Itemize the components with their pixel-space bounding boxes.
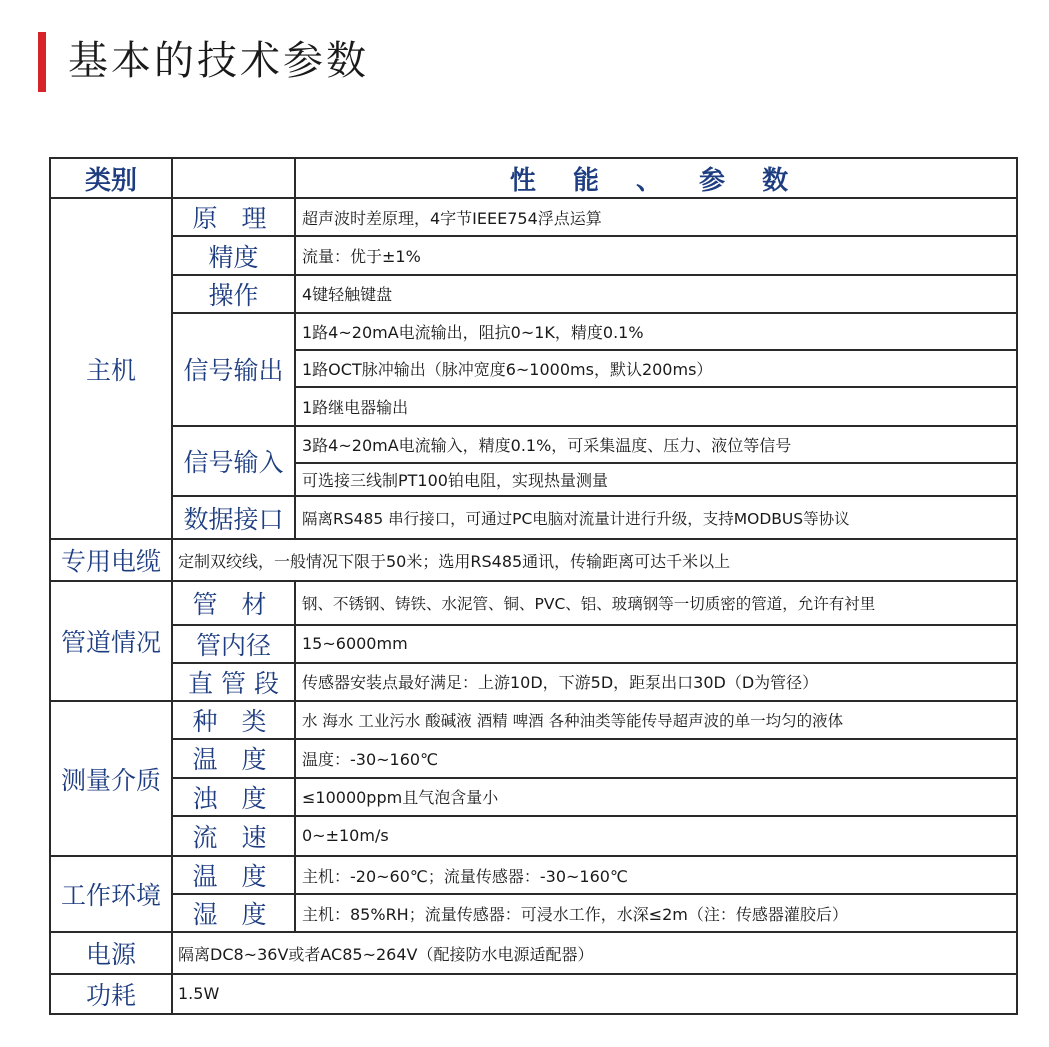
value-medium-type: 水 海水 工业污水 酸碱液 酒精 啤酒 各种油类等能传导超声波的单一均匀的液体 bbox=[295, 701, 1017, 739]
table-row bbox=[50, 894, 1017, 932]
value-cable: 定制双绞线，一般情况下限于50米；选用RS485通讯，传输距离可达千米以上 bbox=[172, 539, 1017, 581]
table-row bbox=[50, 701, 1017, 739]
table-row bbox=[50, 313, 1017, 350]
label-pipe-straight: 直 管 段 bbox=[172, 663, 295, 701]
value-consumption: 1.5W bbox=[172, 974, 1017, 1014]
category-pipe: 管道情况 bbox=[50, 581, 172, 701]
category-medium: 测量介质 bbox=[50, 701, 172, 856]
table-row bbox=[50, 974, 1017, 1014]
label-pipe-material: 管 材 bbox=[172, 581, 295, 624]
table-row bbox=[50, 856, 1017, 894]
table-row bbox=[50, 932, 1017, 973]
label-medium-turbidity: 浊 度 bbox=[172, 778, 295, 816]
label-accuracy: 精度 bbox=[172, 236, 295, 274]
table-row bbox=[50, 275, 1017, 313]
table-header-row bbox=[50, 158, 1017, 198]
value-pipe-straight: 传感器安装点最好满足：上游10D，下游5D，距泵出口30D（D为管径） bbox=[295, 663, 1017, 701]
category-environment: 工作环境 bbox=[50, 856, 172, 932]
table-row bbox=[50, 816, 1017, 856]
value-signal-output-3: 1路继电器输出 bbox=[295, 387, 1017, 425]
spec-table bbox=[49, 157, 1018, 1015]
category-cable: 专用电缆 bbox=[50, 539, 172, 581]
value-medium-turbidity: ≤10000ppm且气泡含量小 bbox=[295, 778, 1017, 816]
value-power: 隔离DC8~36V或者AC85~264V（配接防水电源适配器） bbox=[172, 932, 1017, 973]
category-consumption: 功耗 bbox=[50, 974, 172, 1014]
label-operation: 操作 bbox=[172, 275, 295, 313]
label-medium-type: 种 类 bbox=[172, 701, 295, 739]
value-medium-temperature: 温度：-30~160℃ bbox=[295, 739, 1017, 777]
label-env-humidity: 湿 度 bbox=[172, 894, 295, 932]
header-params: 性 能 、 参 数 bbox=[295, 158, 1017, 198]
category-host: 主机 bbox=[50, 198, 172, 539]
value-pipe-diameter: 15~6000mm bbox=[295, 625, 1017, 663]
value-principle: 超声波时差原理，4字节IEEE754浮点运算 bbox=[295, 198, 1017, 236]
value-medium-velocity: 0~±10m/s bbox=[295, 816, 1017, 856]
value-signal-output-1: 1路4~20mA电流输出，阻抗0~1K，精度0.1% bbox=[295, 313, 1017, 350]
table-row bbox=[50, 581, 1017, 624]
header-category: 类别 bbox=[50, 158, 172, 198]
table-row bbox=[50, 625, 1017, 663]
value-pipe-material: 钢、不锈钢、铸铁、水泥管、铜、PVC、铝、玻璃钢等一切质密的管道，允许有衬里 bbox=[295, 581, 1017, 624]
label-data-interface: 数据接口 bbox=[172, 496, 295, 539]
table-row bbox=[50, 739, 1017, 777]
table-row bbox=[50, 496, 1017, 539]
value-operation: 4键轻触键盘 bbox=[295, 275, 1017, 313]
label-medium-temperature: 温 度 bbox=[172, 739, 295, 777]
table-row bbox=[50, 663, 1017, 701]
page-title: 基本的技术参数 bbox=[68, 38, 369, 84]
label-medium-velocity: 流 速 bbox=[172, 816, 295, 856]
value-signal-output-2: 1路OCT脉冲输出（脉冲宽度6~1000ms，默认200ms） bbox=[295, 350, 1017, 387]
value-signal-input-2: 可选接三线制PT100铂电阻，实现热量测量 bbox=[295, 463, 1017, 496]
value-env-temperature: 主机：-20~60℃；流量传感器：-30~160℃ bbox=[295, 856, 1017, 894]
label-pipe-diameter: 管内径 bbox=[172, 625, 295, 663]
table-row bbox=[50, 539, 1017, 581]
header-blank bbox=[172, 158, 295, 198]
table-row bbox=[50, 426, 1017, 463]
value-data-interface: 隔离RS485 串行接口，可通过PC电脑对流量计进行升级，支持MODBUS等协议 bbox=[295, 496, 1017, 539]
value-accuracy: 流量：优于±1% bbox=[295, 236, 1017, 274]
value-signal-input-1: 3路4~20mA电流输入，精度0.1%，可采集温度、压力、液位等信号 bbox=[295, 426, 1017, 463]
table-row bbox=[50, 236, 1017, 274]
category-power: 电源 bbox=[50, 932, 172, 973]
value-env-humidity: 主机：85%RH；流量传感器：可浸水工作，水深≤2m（注：传感器灌胶后） bbox=[295, 894, 1017, 932]
label-signal-input: 信号输入 bbox=[172, 426, 295, 496]
label-principle: 原 理 bbox=[172, 198, 295, 236]
title-accent-bar bbox=[38, 32, 46, 92]
table-row bbox=[50, 778, 1017, 816]
table-row bbox=[50, 198, 1017, 236]
label-signal-output: 信号输出 bbox=[172, 313, 295, 426]
label-env-temperature: 温 度 bbox=[172, 856, 295, 894]
